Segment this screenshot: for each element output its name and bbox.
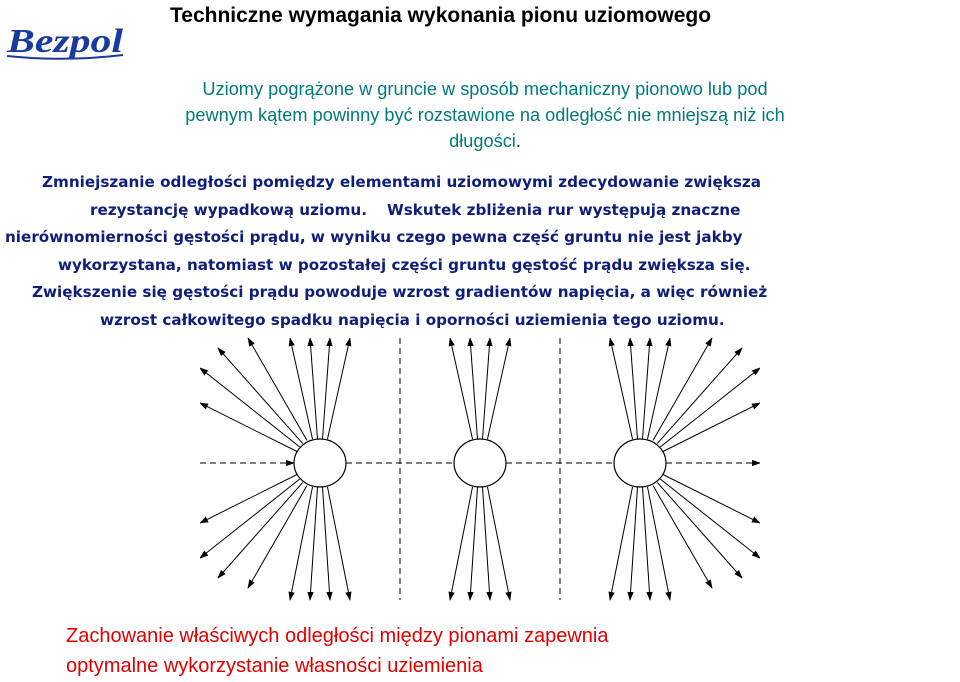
right-electrode xyxy=(614,439,666,487)
current-flow-diagram xyxy=(200,338,760,608)
conclusion-line-1: Zachowanie właściwych odległości między pionami zapewnia xyxy=(66,625,609,647)
current-ray-up-0-1 xyxy=(310,338,318,439)
current-ray-right-0 xyxy=(660,368,760,447)
detail-line-5: Zwiększenie się gęstości prądu powoduje wzrost gradientów napięcia, a więc również xyxy=(32,283,768,302)
intro-line-3-text: długości xyxy=(449,131,516,151)
current-ray-down-1-0 xyxy=(450,487,473,600)
current-ray-right-1 xyxy=(663,403,760,451)
detail-line-2a: rezystancję wypadkową uziomu. xyxy=(90,200,368,219)
current-ray-right-3 xyxy=(660,479,760,558)
current-ray-left-diag-3 xyxy=(248,486,307,588)
current-ray-down-2-0 xyxy=(610,487,633,600)
detail-line-1: Zmniejszanie odległości pomiędzy elementami uziomowymi zdecydowanie zwiększa xyxy=(42,173,762,191)
current-ray-up-2-1 xyxy=(630,338,638,439)
conclusion-line-2: optymalne wykorzystanie własności uziemienia xyxy=(66,655,483,677)
current-ray-left-0 xyxy=(200,368,300,447)
detail-paragraph xyxy=(0,169,960,335)
current-ray-down-0-2 xyxy=(323,487,331,600)
detail-line-4: wykorzystana, natomiast w pozostałej części gruntu gęstość prądu zwiększa się. xyxy=(58,255,751,274)
detail-line-2b: Wskutek zbliżenia rur występują znaczne xyxy=(387,200,741,219)
conclusion xyxy=(66,621,926,681)
middle-electrode xyxy=(454,439,506,487)
detail-line-2 xyxy=(0,197,960,225)
current-ray-up-2-3 xyxy=(648,338,671,439)
current-ray-left-diag-0 xyxy=(218,348,303,444)
intro-line-2: pewnym kątem powinny być rozstawione na odległość nie mniejszą niż ich xyxy=(185,105,785,125)
current-ray-up-1-0 xyxy=(450,338,473,439)
bezpol-logo xyxy=(5,18,127,62)
current-ray-up-0-0 xyxy=(290,338,313,439)
intro-paragraph xyxy=(20,76,950,154)
detail-line-3: nierównomierności gęstości prądu, w wyniku czego pewna część gruntu nie jest jakby xyxy=(5,228,743,247)
current-ray-up-0-3 xyxy=(328,338,351,439)
intro-line-3 xyxy=(20,128,950,154)
current-ray-down-2-1 xyxy=(630,487,638,600)
current-ray-down-1-3 xyxy=(488,487,511,600)
current-ray-left-1 xyxy=(200,403,297,451)
svg-text:Bezpol: Bezpol xyxy=(5,23,124,60)
current-ray-left-diag-2 xyxy=(218,482,303,578)
current-ray-down-0-1 xyxy=(310,487,318,600)
current-ray-down-2-2 xyxy=(643,487,651,600)
current-ray-down-2-3 xyxy=(648,487,671,600)
current-ray-down-1-1 xyxy=(470,487,478,600)
current-ray-up-1-2 xyxy=(483,338,491,439)
page-title: Techniczne wymagania wykonania pionu uziomowego xyxy=(170,4,712,27)
current-ray-left-2 xyxy=(200,475,297,523)
current-ray-up-1-1 xyxy=(470,338,478,439)
current-ray-down-1-2 xyxy=(483,487,491,600)
current-ray-down-0-3 xyxy=(328,487,351,600)
current-ray-left-diag-1 xyxy=(248,338,307,440)
current-ray-right-diag-1 xyxy=(653,338,712,440)
detail-line-6: wzrost całkowitego spadku napięcia i oporności uziemienia tego uziomu. xyxy=(100,310,725,329)
current-ray-up-0-2 xyxy=(323,338,331,439)
intro-period: . xyxy=(515,131,521,151)
current-ray-down-0-0 xyxy=(290,487,313,600)
current-ray-up-2-0 xyxy=(610,338,633,439)
current-ray-up-2-2 xyxy=(643,338,651,439)
current-ray-left-3 xyxy=(200,479,300,558)
intro-line-1: Uziomy pogrążone w gruncie w sposób mechaniczny pionowo lub pod xyxy=(202,79,768,99)
current-ray-up-1-3 xyxy=(488,338,511,439)
current-ray-right-diag-3 xyxy=(653,486,712,588)
current-ray-right-diag-0 xyxy=(657,348,742,444)
left-electrode xyxy=(294,439,346,487)
current-ray-right-diag-2 xyxy=(657,482,742,578)
current-ray-right-2 xyxy=(663,475,760,523)
